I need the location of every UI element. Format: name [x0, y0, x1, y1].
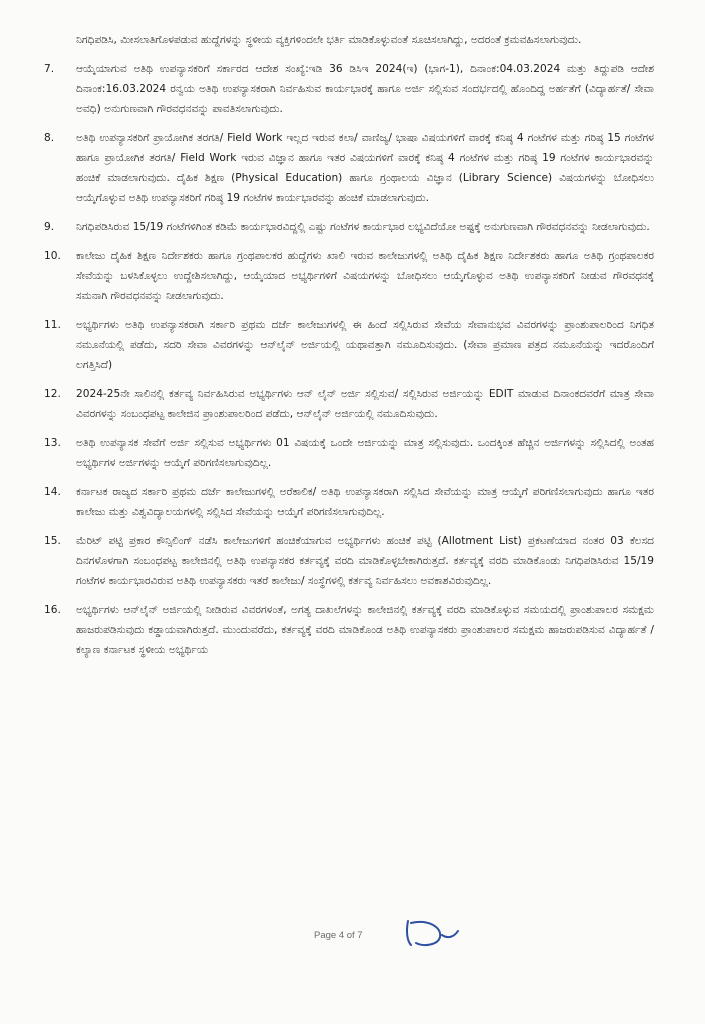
- continuation-paragraph: ನಿಗಧಿಪಡಿಸಿ, ಮೀಸಲಾತಿಗೊಳಪಡುವ ಹುದ್ದೆಗಳನ್ನು ಸ್ಥಳೀಯ ವ್ಯಕ್ತಿಗಳಿಂದಲೇ ಭರ್ತಿ ಮಾಡಿಕೊಳ್ಳುವಂತೆ ಸೂಚಿಸಲಾಗಿದ್ದು, ಅದರಂತೆ ಕ್ರಮವಹಿಸಲಾಗುವುದು.: [76, 34, 582, 46]
- item-number: 8.: [44, 132, 55, 144]
- list-item: [44, 531, 654, 591]
- list-item: [44, 600, 654, 660]
- item-number: 16.: [44, 604, 61, 616]
- item-text: 2024-25ನೇ ಸಾಲಿನಲ್ಲಿ ಕರ್ತವ್ಯ ನಿರ್ವಹಿಸಿರುವ ಅಭ್ಯರ್ಥಿಗಳು ಆನ್ ಲೈನ್ ಅರ್ಜಿ ಸಲ್ಲಿಸುವ/ ಸಲ್ಲಿಸಿರುವ ಅರ್ಜಿಯನ್ನು EDIT ಮಾಡುವ ದಿನಾಂಕದವರೆಗೆ ಮಾತ್ರ ಸೇವಾ ವಿವರಗಳನ್ನು ಸಂಬಂಧಪಟ್ಟ ಕಾಲೇಜಿನ ಪ್ರಾಂಶುಪಾಲರಿಂದ ಪಡೆದು, ಆನ್‌ಲೈನ್ ಅರ್ಜಿಯಲ್ಲಿ ನಮೂದಿಸುವುದು.: [76, 388, 654, 420]
- item-text: ನಿಗಧಿಪಡಿಸಿರುವ 15/19 ಗಂಟೆಗಳಿಗಿಂತ ಕಡಿಮೆ ಕಾರ್ಯಭಾರವಿದ್ದಲ್ಲಿ ಎಷ್ಟು ಗಂಟೆಗಳ ಕಾರ್ಯಭಾರ ಲಭ್ಯವಿದೆಯೋ ಅಷ್ಟಕ್ಕೆ ಅನುಗುಣವಾಗಿ ಗೌರವಧನವನ್ನು ನೀಡಲಾಗುವುದು.: [76, 221, 650, 233]
- item-text: ಕಾಲೇಜು ದೈಹಿಕ ಶಿಕ್ಷಣ ನಿರ್ದೇಶಕರು ಹಾಗೂ ಗ್ರಂಥಪಾಲಕರ ಹುದ್ದೆಗಳು ಖಾಲಿ ಇರುವ ಕಾಲೇಜುಗಳಲ್ಲಿ ಅತಿಥಿ ದೈಹಿಕ ಶಿಕ್ಷಣ ನಿರ್ದೇಶಕರು ಹಾಗೂ ಅತಿಥಿ ಗ್ರಂಥಪಾಲಕರ ಸೇವೆಯನ್ನು ಬಳಸಿಕೊಳ್ಳಲು ಉದ್ದೇಶಿಸಲಾಗಿದ್ದು, ಆಯ್ಕೆಯಾದ ಅಭ್ಯರ್ಥಿಗಳಿಗೆ ವಿಷಯಗಳನ್ನು ಬೋಧಿಸಲು ಆಯ್ಕೆಗೊಳ್ಳುವ ಅತಿಥಿ ಉಪನ್ಯಾಸಕರಿಗೆ ನೀಡುವ ಗೌರವಧನಕ್ಕೆ ಸಮನಾಗಿ ಗೌರವಧನವನ್ನು ನೀಡಲಾಗುವುದು.: [76, 250, 654, 302]
- list-item: [44, 384, 654, 424]
- item-text: ಆಯ್ಕೆಯಾಗುವ ಅತಿಥಿ ಉಪನ್ಯಾಸಕರಿಗೆ ಸರ್ಕಾರದ ಆದೇಶ ಸಂಖ್ಯೆ:ಇಡಿ 36 ಡಿಸಿಇ 2024(ಇ) (ಭಾಗ-1), ದಿನಾಂಕ:04.03.2024 ಮತ್ತು ತಿದ್ದುಪಡಿ ಆದೇಶ ದಿನಾಂಕ:16.03.2024 ರನ್ವಯ ಅತಿಥಿ ಉಪನ್ಯಾಸಕರಾಗಿ ನಿರ್ವಹಿಸುವ ಕಾರ್ಯಭಾರಕ್ಕೆ ಹಾಗೂ ಅರ್ಜಿ ಸಲ್ಲಿಸುವ ಸಂದರ್ಭದಲ್ಲಿ ಹೊಂದಿದ್ದ ಅರ್ಹತೆಗೆ (ವಿದ್ಯಾರ್ಹತೆ/ ಸೇವಾ ಅವಧಿ) ಅನುಗುಣವಾಗಿ ಗೌರವಧನವನ್ನು ಪಾವತಿಸಲಾಗುವುದು.: [76, 63, 654, 115]
- item-text: ಅತಿಥಿ ಉಪನ್ಯಾಸಕ ಸೇವೆಗೆ ಅರ್ಜಿ ಸಲ್ಲಿಸುವ ಅಭ್ಯರ್ಥಿಗಳು 01 ವಿಷಯಕ್ಕೆ ಒಂದೇ ಅರ್ಜಿಯನ್ನು ಮಾತ್ರ ಸಲ್ಲಿಸುವುದು. ಒಂದಕ್ಕಿಂತ ಹೆಚ್ಚಿನ ಅರ್ಜಿಗಳನ್ನು ಸಲ್ಲಿಸಿದಲ್ಲಿ ಅಂತಹ ಅಭ್ಯರ್ಥಿಗಳ ಅರ್ಜಿಗಳನ್ನು ಆಯ್ಕೆಗೆ ಪರಿಗಣಿಸಲಾಗುವುದಿಲ್ಲ.: [76, 437, 654, 469]
- item-number: 7.: [44, 63, 55, 75]
- item-number: 12.: [44, 388, 61, 400]
- list-item: [44, 128, 654, 208]
- item-number: 14.: [44, 486, 61, 498]
- item-text: ಅಭ್ಯರ್ಥಿಗಳು ಆನ್‌ಲೈನ್ ಅರ್ಜಿಯಲ್ಲಿ ನೀಡಿರುವ ವಿವರಗಳಂತೆ, ಅಗತ್ಯ ದಾಖಲೆಗಳನ್ನು ಕಾಲೇಜಿನಲ್ಲಿ ಕರ್ತವ್ಯಕ್ಕೆ ವರದಿ ಮಾಡಿಕೊಳ್ಳುವ ಸಮಯದಲ್ಲಿ ಪ್ರಾಂಶುಪಾಲರ ಸಮಕ್ಷಮ ಹಾಜರುಪಡಿಸುವುದು ಕಡ್ಡಾಯವಾಗಿರುತ್ತದೆ. ಮುಂದುವರೆದು, ಕರ್ತವ್ಯಕ್ಕೆ ವರದಿ ಮಾಡಿಕೊಂಡ ಅತಿಥಿ ಉಪನ್ಯಾಸಕರು ಪ್ರಾಂಶುಪಾಲರ ಸಮಕ್ಷಮ ಹಾಜರುಪಡಿಸುವ ವಿದ್ಯಾರ್ಹತೆ / ಕಲ್ಯಾಣ ಕರ್ನಾಟಕ ಸ್ಥಳೀಯ ಅಭ್ಯರ್ಥಿಯ: [76, 604, 654, 656]
- item-number: 13.: [44, 437, 61, 449]
- list-item: [44, 59, 654, 119]
- document-body: [44, 30, 654, 660]
- list-item: [44, 482, 654, 522]
- item-number: 9.: [44, 221, 55, 233]
- item-number: 11.: [44, 319, 61, 331]
- item-text: ಕರ್ನಾಟಕ ರಾಜ್ಯದ ಸರ್ಕಾರಿ ಪ್ರಥಮ ದರ್ಜೆ ಕಾಲೇಜುಗಳಲ್ಲಿ ಅರೆಕಾಲಿಕ/ ಅತಿಥಿ ಉಪನ್ಯಾಸಕರಾಗಿ ಸಲ್ಲಿಸಿದ ಸೇವೆಯನ್ನು ಮಾತ್ರ ಆಯ್ಕೆಗೆ ಪರಿಗಣಿಸಲಾಗುವುದು ಹಾಗೂ ಇತರ ಕಾಲೇಜು ಮತ್ತು ವಿಶ್ವವಿದ್ಯಾಲಯಗಳಲ್ಲಿ ಸಲ್ಲಿಸಿದ ಸೇವೆಯನ್ನು ಆಯ್ಕೆಗೆ ಪರಿಗಣಿಸಲಾಗುವುದಿಲ್ಲ.: [76, 486, 654, 518]
- list-item: [44, 217, 654, 237]
- list-item: [44, 315, 654, 375]
- item-text: ಮೆರಿಟ್ ಪಟ್ಟಿ ಪ್ರಕಾರ ಕೌನ್ಸಿಲಿಂಗ್ ನಡೆಸಿ ಕಾಲೇಜುಗಳಿಗೆ ಹಂಚಿಕೆಯಾಗುವ ಅಭ್ಯರ್ಥಿಗಳು ಹಂಚಿಕೆ ಪಟ್ಟಿ (Allotment List) ಪ್ರಕಟಣೆಯಾದ ನಂತರ 03 ಕೆಲಸದ ದಿನಗಳೊಳಗಾಗಿ ಸಂಬಂಧಪಟ್ಟ ಕಾಲೇಜಿನಲ್ಲಿ ಅತಿಥಿ ಉಪನ್ಯಾಸಕರ ಕರ್ತವ್ಯಕ್ಕೆ ವರದಿ ಮಾಡಿಕೊಳ್ಳಬೇಕಾಗಿರುತ್ತದೆ. ಕರ್ತವ್ಯಕ್ಕೆ ವರದಿ ಮಾಡಿಕೊಂಡು ನಿಗಧಿಪಡಿಸಿರುವ 15/19 ಗಂಟೆಗಳ ಕಾರ್ಯಭಾರವಿರುವ ಅತಿಥಿ ಉಪನ್ಯಾಸಕರು ಇತರೆ ಕಾಲೇಜು/ ಸಂಸ್ಥೆಗಳಲ್ಲಿ ಕರ್ತವ್ಯ ನಿರ್ವಹಿಸಲು ಅವಕಾಶವಿರುವುದಿಲ್ಲ.: [76, 535, 654, 587]
- item-text: ಅಭ್ಯರ್ಥಿಗಳು ಅತಿಥಿ ಉಪನ್ಯಾಸಕರಾಗಿ ಸರ್ಕಾರಿ ಪ್ರಥಮ ದರ್ಜೆ ಕಾಲೇಜುಗಳಲ್ಲಿ ಈ ಹಿಂದೆ ಸಲ್ಲಿಸಿರುವ ಸೇವೆಯ ಸೇವಾನುಭವ ವಿವರಗಳನ್ನು ಪ್ರಾಂಶುಪಾಲರಿಂದ ನಿಗಧಿತ ನಮೂನೆಯಲ್ಲಿ ಪಡೆದು, ಸದರಿ ಸೇವಾ ವಿವರಗಳನ್ನು ಆನ್‌ಲೈನ್ ಅರ್ಜಿಯಲ್ಲಿ ಯಥಾವತ್ತಾಗಿ ನಮೂದಿಸುವುದು. (ಸೇವಾ ಪ್ರಮಾಣ ಪತ್ರದ ನಮೂನೆಯನ್ನು ಇದರೊಂದಿಗೆ ಲಗತ್ತಿಸಿದೆ): [76, 319, 654, 371]
- item-number: 10.: [44, 250, 61, 262]
- list-item: [44, 246, 654, 306]
- item-text: ಅತಿಥಿ ಉಪನ್ಯಾಸಕರಿಗೆ ಪ್ರಾಯೋಗಿಕ ತರಗತಿ/ Field Work ಇಲ್ಲದ ಇರುವ ಕಲಾ/ ವಾಣಿಜ್ಯ/ ಭಾಷಾ ವಿಷಯಗಳಿಗೆ ವಾರಕ್ಕೆ ಕನಿಷ್ಠ 4 ಗಂಟೆಗಳ ಮತ್ತು ಗರಿಷ್ಠ 15 ಗಂಟೆಗಳ ಹಾಗೂ ಪ್ರಾಯೋಗಿಕ ತರಗತಿ/ Field Work ಇರುವ ವಿಜ್ಞಾನ ಹಾಗೂ ಇತರ ವಿಷಯಗಳಿಗೆ ವಾರಕ್ಕೆ ಕನಿಷ್ಠ 4 ಗಂಟೆಗಳ ಮತ್ತು ಗರಿಷ್ಠ 19 ಗಂಟೆಗಳ ಕಾರ್ಯಭಾರವನ್ನು ಹಂಚಿಕೆ ಮಾಡಲಾಗುವುದು. ದೈಹಿಕ ಶಿಕ್ಷಣ (Physical Education) ಹಾಗೂ ಗ್ರಂಥಾಲಯ ವಿಜ್ಞಾನ (Library Science) ವಿಷಯಗಳನ್ನು ಬೋಧಿಸಲು ಆಯ್ಕೆಗೊಳ್ಳುವ ಅತಿಥಿ ಉಪನ್ಯಾಸಕರಿಗೆ ಗರಿಷ್ಠ 19 ಗಂಟೆಗಳ ಕಾರ್ಯಭಾರವನ್ನು ಹಂಚಿಕೆ ಮಾಡಲಾಗುವುದು.: [76, 132, 654, 204]
- signature-mark: [398, 913, 464, 951]
- list-item: [44, 433, 654, 473]
- item-number: 15.: [44, 535, 61, 547]
- page-number: Page 4 of 7: [314, 930, 363, 941]
